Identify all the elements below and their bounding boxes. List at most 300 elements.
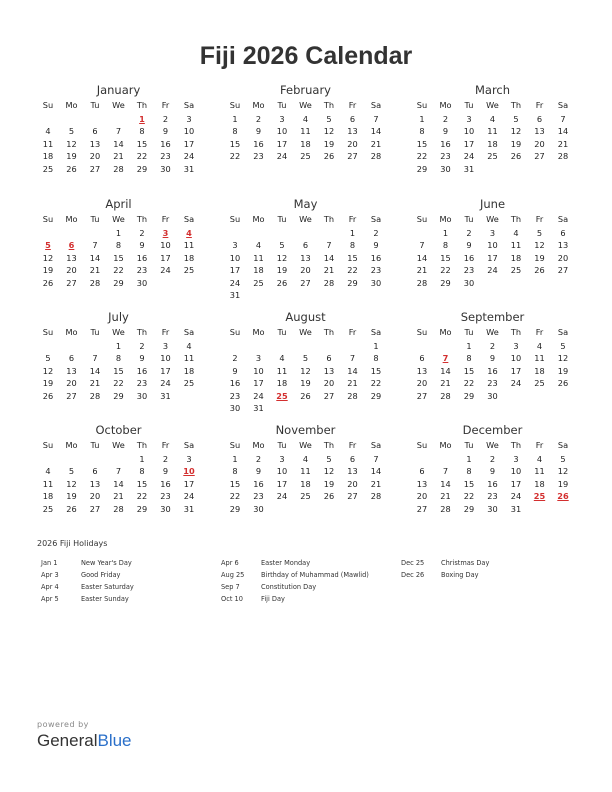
weekday-label: Sa [183,440,195,450]
calendar-date: 3 [466,114,472,124]
calendar-date: 7 [419,240,425,251]
weekday-label: We [299,214,312,224]
weekday-label: Fr [161,327,170,337]
calendar-date: 3 [279,454,285,464]
weekday-label: Fr [348,214,357,224]
calendar-date: 21 [440,378,451,389]
calendar-date: 23 [160,151,171,162]
calendar-date: 26 [276,277,288,288]
holiday-date: 1 [139,114,145,124]
calendar-date: 4 [186,341,192,351]
calendar-date: 5 [513,114,519,124]
holiday-row-date: Dec 26 [401,571,425,579]
calendar-date: 25 [487,151,498,162]
calendar-date: 27 [557,265,569,276]
calendar-date: 27 [66,277,77,288]
calendar-date: 31 [183,503,195,514]
calendar-date: 18 [253,265,264,276]
calendar-date: 27 [89,503,101,514]
calendar-date: 5 [326,114,332,124]
calendar-date: 15 [113,252,124,263]
weekday-label: Su [229,100,241,110]
calendar-date: 21 [557,138,569,149]
calendar-date: 2 [139,341,145,351]
weekday-label: Fr [535,440,544,450]
calendar-date: 21 [370,478,382,489]
month-name: May [293,197,318,211]
calendar-date: 9 [373,240,379,251]
calendar-date: 28 [323,277,335,288]
weekday-label: Su [229,327,241,337]
calendar-date: 6 [419,353,425,364]
calendar-date: 6 [536,114,543,124]
calendar-date: 19 [557,478,569,489]
weekday-label: Fr [535,327,544,337]
calendar-date: 16 [487,478,498,489]
calendar-date: 17 [276,478,288,489]
calendar-date: 8 [466,353,472,364]
calendar-date: 1 [115,228,122,238]
calendar-date: 1 [139,454,145,464]
calendar-date: 22 [229,151,241,162]
calendar-date: 24 [463,151,475,162]
month-name: February [280,83,331,97]
weekday-label: Mo [65,327,78,337]
calendar-date: 20 [89,491,101,502]
calendar-date: 16 [253,138,264,149]
calendar-date: 8 [232,126,238,137]
calendar-date: 9 [139,353,145,364]
calendar-date: 7 [115,126,122,137]
calendar-date: 18 [42,151,54,162]
calendar-date: 15 [229,478,241,489]
weekday-label: Tu [464,214,474,224]
calendar-date: 15 [463,365,475,376]
month-name: January [96,83,141,97]
calendar-date: 26 [42,277,54,288]
weekday-label: Tu [464,327,474,337]
weekday-label: Th [510,100,522,110]
calendar-date: 26 [323,491,335,502]
calendar-date: 3 [255,353,262,364]
calendar-date: 22 [113,265,124,276]
calendar-date: 1 [466,454,472,464]
calendar-date: 8 [349,240,356,251]
weekday-label: We [486,440,499,450]
weekday-label: We [299,100,312,110]
weekday-label: Mo [65,100,78,110]
holiday-row-name: Birthday of Muhammad (Mawlid) [261,571,369,579]
calendar-date: 21 [323,265,335,276]
calendar-date: 14 [323,252,335,263]
calendar-date: 14 [440,478,451,489]
weekday-label: Su [42,214,54,224]
weekday-label: Th [323,327,335,337]
calendar-date: 27 [89,163,101,174]
calendar-date: 3 [232,240,238,251]
weekday-label: Th [136,214,148,224]
calendar-date: 12 [510,126,522,137]
calendar-date: 19 [66,491,77,502]
calendar-date: 25 [42,503,54,514]
calendar-date: 20 [416,378,428,389]
calendar-date: 29 [113,390,124,401]
holiday-row-date: Jan 1 [41,559,58,567]
weekday-label: Sa [183,327,195,337]
calendar-date: 25 [534,378,545,389]
calendar-date: 18 [183,365,195,376]
weekday-label: Fr [535,214,544,224]
calendar-date: 31 [160,390,171,401]
calendar-date: 29 [416,163,428,174]
calendar-date: 25 [253,277,264,288]
calendar-date: 30 [229,403,241,413]
month-name: November [275,423,336,437]
calendar-date: 25 [300,151,311,162]
calendar-date: 1 [349,228,356,238]
calendar-date: 19 [510,138,522,149]
calendar-date: 5 [68,466,75,477]
calendar-date: 13 [347,466,358,477]
calendar-date: 14 [347,365,358,376]
page-title: Fiji 2026 Calendar [199,42,413,70]
calendar-date: 27 [300,277,311,288]
calendar-date: 10 [183,126,195,137]
calendar-date: 26 [42,390,54,401]
calendar-date: 12 [42,252,54,263]
calendar-date: 12 [276,252,288,263]
calendar-date: 9 [255,466,262,477]
calendar-date: 19 [42,378,54,389]
calendar-date: 6 [302,240,309,251]
calendar-date: 10 [510,353,522,364]
holiday-date: 6 [68,240,75,251]
logo-general: General [37,731,98,750]
calendar-date: 20 [534,138,545,149]
calendar-date: 15 [440,252,451,263]
calendar-date: 12 [534,240,545,251]
holiday-date: 5 [45,240,51,251]
calendar-date: 15 [416,138,428,149]
weekday-label: Fr [535,100,544,110]
calendar-date: 9 [489,353,496,364]
calendar-date: 13 [89,138,101,149]
weekday-label: Su [416,214,428,224]
calendar-date: 23 [370,265,382,276]
calendar-date: 30 [440,163,451,174]
calendar-date: 19 [276,265,288,276]
calendar-date: 28 [416,277,428,288]
calendar-date: 15 [113,365,124,376]
calendar-date: 13 [89,478,101,489]
calendar-date: 7 [92,240,98,251]
calendar-date: 24 [510,378,522,389]
calendar-date: 13 [66,252,77,263]
month-name: March [474,83,511,97]
calendar-date: 26 [323,151,335,162]
calendar-date: 11 [534,353,545,364]
calendar-date: 3 [186,454,192,464]
powered-by-text: powered by [37,720,89,729]
calendar-date: 22 [463,491,475,502]
calendar-date: 16 [160,478,171,489]
logo-blue: Blue [97,731,132,750]
calendar-date: 10 [510,466,522,477]
calendar-date: 10 [253,365,264,376]
calendar-date: 19 [42,265,54,276]
calendar-date: 23 [440,151,451,162]
calendar-date: 28 [113,163,124,174]
calendar-date: 9 [466,240,472,251]
calendar-date: 4 [45,126,51,137]
calendar-date: 8 [466,466,472,477]
calendar-date: 13 [557,240,569,251]
calendar-date: 20 [416,491,428,502]
weekday-label: Th [136,327,148,337]
holiday-date: 4 [186,228,192,238]
calendar-date: 29 [229,503,241,514]
calendar-date: 17 [183,138,195,149]
calendar-date: 20 [66,378,77,389]
calendar-date: 18 [276,378,288,389]
calendar-date: 21 [89,378,101,389]
calendar-date: 28 [89,390,101,401]
calendar-date: 5 [560,341,566,351]
calendar-date: 12 [323,466,335,477]
calendar-date: 10 [229,252,241,263]
calendar-date: 27 [416,503,428,514]
weekday-label: Tu [90,440,100,450]
calendar-date: 15 [229,138,241,149]
holiday-row-date: Sep 7 [221,583,240,591]
weekday-label: Mo [65,214,78,224]
calendar-date: 3 [162,341,169,351]
calendar-date: 24 [183,151,195,162]
calendar-date: 27 [66,390,77,401]
weekday-label: Mo [65,440,78,450]
calendar-date: 31 [183,163,195,174]
holiday-row-date: Apr 3 [41,571,59,579]
calendar-date: 4 [513,228,519,238]
calendar-date: 25 [300,491,311,502]
calendar-date: 17 [160,365,171,376]
calendar-date: 20 [89,151,101,162]
calendar-date: 30 [487,390,498,401]
calendar-date: 21 [113,491,124,502]
calendar-date: 30 [136,390,148,401]
calendar-date: 30 [370,277,382,288]
calendar-date: 10 [276,126,288,137]
calendar-date: 28 [370,491,382,502]
calendar-date: 15 [347,252,358,263]
calendar-date: 13 [300,252,311,263]
calendar-date: 16 [487,365,498,376]
calendar-date: 31 [253,403,264,413]
calendar-date: 28 [370,151,382,162]
calendar-date: 11 [42,138,54,149]
calendar-date: 15 [463,478,475,489]
calendar-date: 4 [536,341,543,351]
holiday-row-date: Apr 5 [41,595,59,603]
calendar-date: 26 [510,151,522,162]
weekday-label: Su [42,327,54,337]
calendar-date: 1 [419,114,425,124]
weekday-label: Fr [348,440,357,450]
weekday-label: We [112,327,125,337]
calendar-date: 15 [136,138,148,149]
calendar-date: 24 [276,491,288,502]
calendar-date: 8 [115,240,122,251]
calendar-date: 18 [534,365,545,376]
weekday-label: Su [42,100,54,110]
calendar-date: 19 [300,378,311,389]
calendar-date: 17 [253,378,264,389]
holiday-date: 26 [557,491,569,502]
month-name: August [285,310,326,324]
calendar-date: 9 [442,126,449,137]
calendar-date: 23 [487,378,498,389]
weekday-label: Su [416,440,428,450]
holiday-row-name: Good Friday [81,571,121,579]
calendar-date: 20 [300,265,311,276]
calendar-date: 22 [416,151,428,162]
calendar-date: 29 [136,503,148,514]
calendar-date: 4 [255,240,262,251]
calendar-date: 2 [442,114,449,124]
calendar-date: 21 [370,138,382,149]
calendar-date: 7 [442,466,449,477]
calendar-date: 6 [92,466,98,477]
calendar-date: 7 [92,353,98,364]
calendar-date: 12 [42,365,54,376]
calendar-date: 10 [276,466,288,477]
holiday-row-name: New Year's Day [81,559,132,567]
weekday-label: Sa [370,327,382,337]
calendar-date: 2 [162,454,169,464]
calendar-date: 24 [276,151,288,162]
calendar-date: 17 [487,252,498,263]
calendar-date: 23 [487,491,498,502]
calendar-date: 8 [115,353,122,364]
calendar-date: 27 [347,491,358,502]
calendar-date: 24 [510,491,522,502]
calendar-date: 6 [560,228,566,238]
calendar-date: 13 [534,126,545,137]
month-name: October [95,423,142,437]
weekday-label: Fr [348,100,357,110]
calendar-date: 9 [139,240,145,251]
calendar-date: 5 [536,228,543,238]
calendar-date: 22 [229,491,241,502]
weekday-label: Tu [90,214,100,224]
calendar-date: 7 [560,114,566,124]
weekday-label: Mo [252,440,265,450]
weekday-label: Tu [464,440,474,450]
holiday-date: 3 [162,228,169,238]
calendar-date: 11 [183,353,195,364]
weekday-label: Th [136,440,148,450]
calendar-date: 13 [323,365,335,376]
calendar-date: 3 [513,341,519,351]
calendar-date: 5 [560,454,566,464]
weekday-label: Th [323,214,335,224]
calendar-date: 13 [347,126,358,137]
weekday-label: Su [229,440,241,450]
holiday-row-name: Easter Sunday [81,595,129,603]
calendar-date: 29 [370,390,382,401]
calendar-date: 23 [463,265,475,276]
calendar-date: 11 [183,240,195,251]
calendar-date: 18 [300,138,311,149]
calendar-date: 29 [440,277,451,288]
calendar-date: 21 [89,265,101,276]
weekday-label: Sa [370,100,382,110]
weekday-label: Tu [464,100,474,110]
calendar-date: 4 [302,454,309,464]
calendar-date: 6 [349,454,356,464]
calendar-date: 6 [326,353,332,364]
calendar-date: 31 [510,503,522,514]
calendar-date: 23 [253,151,264,162]
calendar-date: 12 [66,478,77,489]
calendar-date: 25 [42,163,54,174]
weekday-label: Th [510,440,522,450]
holiday-row-date: Dec 25 [401,559,425,567]
month-name: September [460,310,525,324]
calendar-date: 20 [557,252,569,263]
calendar-date: 6 [349,114,356,124]
calendar-date: 3 [489,228,496,238]
weekday-label: Tu [277,440,287,450]
calendar-date: 7 [326,240,332,251]
calendar-date: 8 [232,466,238,477]
weekday-label: Tu [277,214,287,224]
month-name: July [108,310,129,324]
calendar-date: 2 [466,228,472,238]
calendar-date: 30 [160,163,171,174]
calendar-date: 22 [370,378,382,389]
calendar-date: 10 [463,126,475,137]
calendar-date: 14 [370,126,382,137]
calendar-date: 24 [487,265,498,276]
month-name: April [105,197,132,211]
calendar-date: 16 [440,138,451,149]
calendar-date: 14 [557,126,569,137]
weekday-label: Tu [277,327,287,337]
calendar-date: 17 [510,478,522,489]
calendar-date: 11 [253,252,264,263]
weekday-label: Fr [161,100,170,110]
calendar-date: 9 [162,466,169,477]
calendar-date: 1 [442,228,449,238]
calendar-date: 27 [416,390,428,401]
calendar-date: 16 [136,252,148,263]
calendar-date: 10 [160,353,171,364]
weekday-label: Fr [348,327,357,337]
weekday-label: We [299,440,312,450]
calendar-date: 14 [89,365,101,376]
weekday-label: Mo [252,327,265,337]
calendar-date: 25 [183,378,195,389]
brand-footer [37,720,132,751]
month-name: June [479,197,506,211]
calendar-date: 25 [183,265,195,276]
holiday-row-date: Aug 25 [221,571,245,579]
calendar-date: 22 [463,378,475,389]
weekday-label: Mo [252,214,265,224]
weekday-label: Th [510,327,522,337]
calendar-date: 1 [232,454,238,464]
